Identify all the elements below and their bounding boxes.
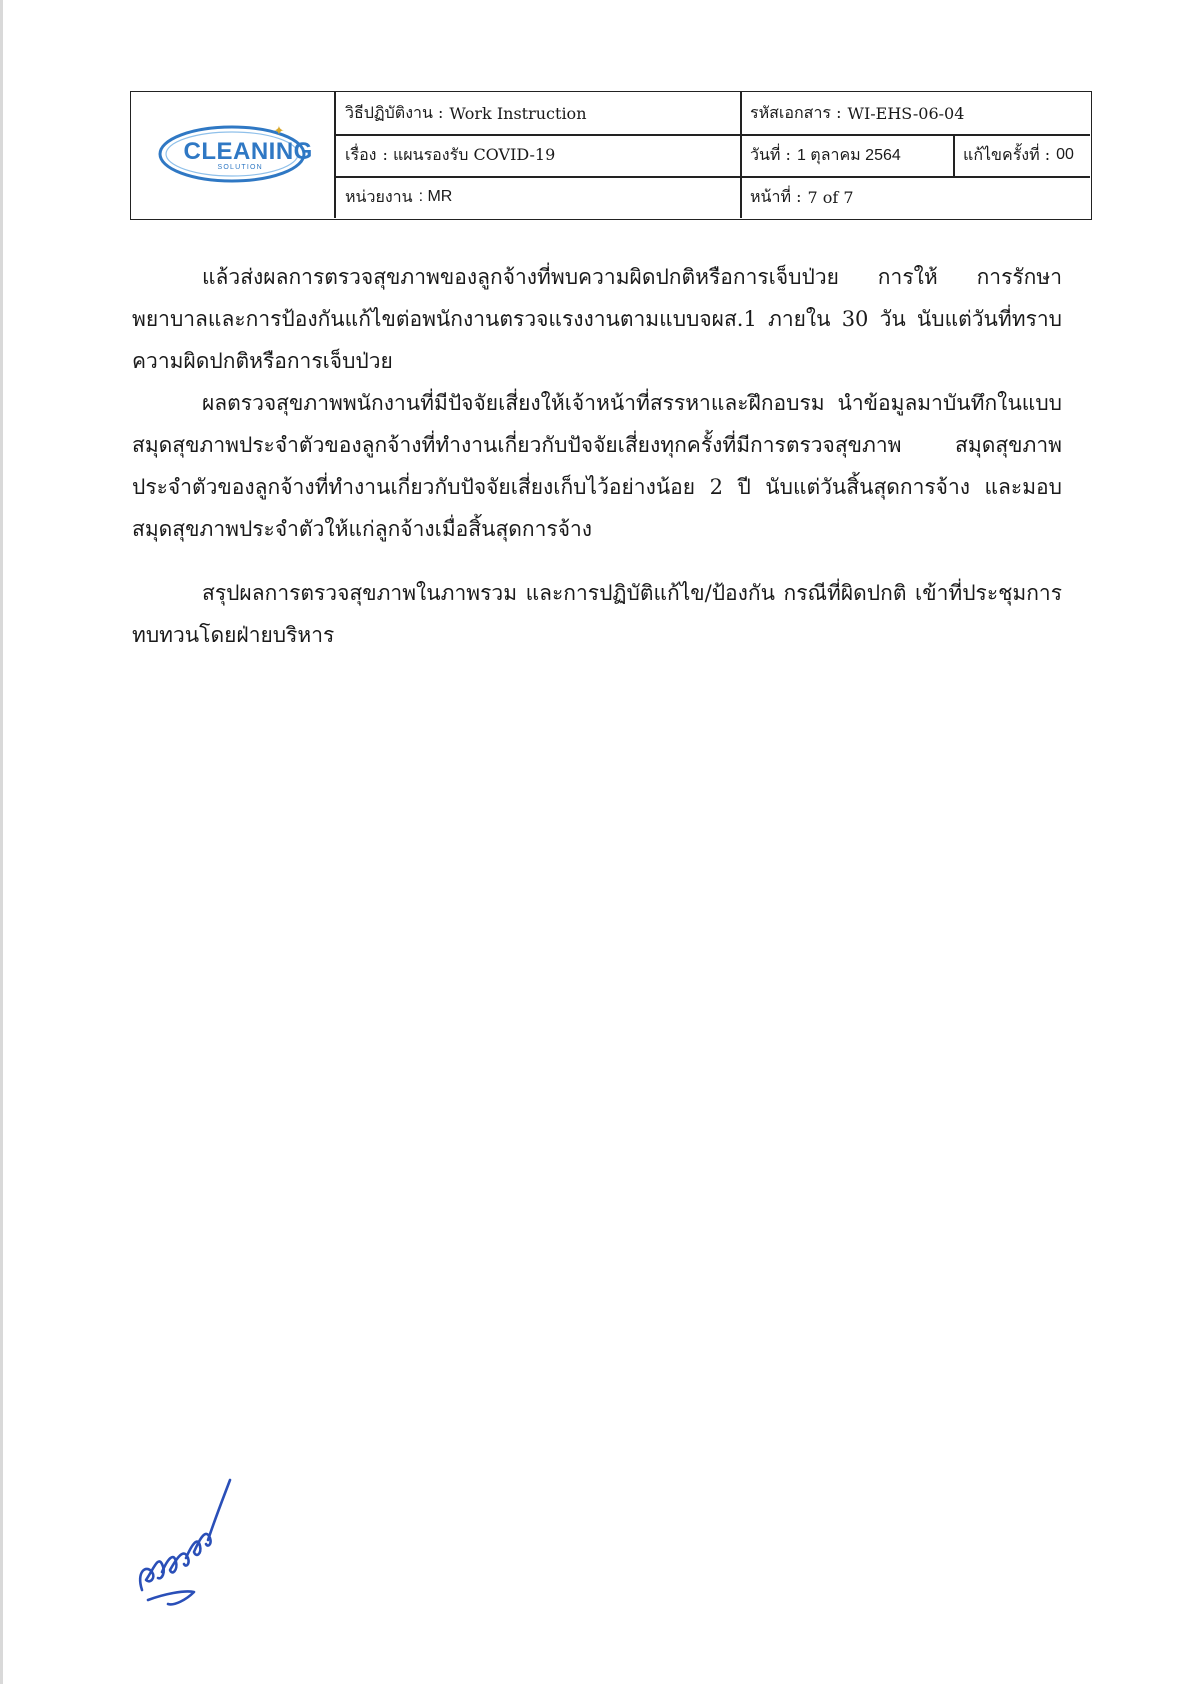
subject-value: : แผนรองรับ COVID-19 — [382, 144, 556, 164]
revision-label: แก้ไขครั้งที่ : — [963, 144, 1051, 164]
doc-code-label: รหัสเอกสาร : — [750, 102, 842, 122]
paragraph-health-record-book: ผลตรวจสุขภาพพนักงานที่มีปัจจัยเสี่ยงให้เจ้าหน้าที่สรรหาและฝึกอบรม นำข้อมูลมาบันทึกในแบบสมุดสุขภาพประจำตัวของลูกจ้างที่ทำงานเกี่ยวกับปัจจัยเสี่ยงทุกครั้งที่มีการตรวจสุขภาพ สมุดสุขภาพประจำตัวของลูกจ้างที่ทำงานเกี่ยวกับปัจจัยเสี่ยงเก็บไว้อย่างน้อย 2 ปี นับแต่วันสิ้นสุดการจ้าง และมอบสมุดสุขภาพประจำตัวให้แก่ลูกจ้างเมื่อสิ้นสุดการจ้าง — [132, 391, 1062, 541]
doc-code-cell — [750, 92, 1090, 134]
logo-subtext: SOLUTION — [217, 164, 263, 171]
page-number-label: หน้าที่ : — [750, 186, 802, 206]
company-logo — [158, 124, 313, 186]
divider — [740, 92, 742, 218]
sparkle-icon: ✦ — [273, 124, 285, 139]
department-cell — [345, 176, 740, 218]
revision-cell — [963, 134, 1090, 176]
revision-value: 00 — [1056, 146, 1074, 163]
logo-text: CLEANING — [183, 138, 313, 165]
doc-code-value: WI-EHS-06-04 — [847, 103, 965, 123]
date-cell — [750, 134, 953, 176]
paragraph-health-report: แล้วส่งผลการตรวจสุขภาพของลูกจ้างที่พบความผิดปกติหรือการเจ็บป่วย การให้ การรักษาพยาบาลและการป้องกันแก้ไขต่อพนักงานตรวจแรงงานตามแบบจผส.1 ภายใน 30 วัน นับแต่วันที่ทราบความผิดปกติหรือการเจ็บป่วย — [132, 265, 1062, 373]
logo-cell — [131, 92, 334, 218]
subject-cell — [345, 134, 740, 176]
document-body — [132, 572, 1062, 656]
document-body — [132, 256, 1062, 382]
document-body — [132, 382, 1062, 550]
divider — [953, 134, 955, 176]
page-number-cell — [750, 176, 1090, 218]
work-instruction-label: วิธีปฏิบัติงาน : — [345, 102, 444, 122]
page-edge — [0, 0, 3, 1684]
work-instruction-cell — [345, 92, 740, 134]
paragraph-summary-review: สรุปผลการตรวจสุขภาพในภาพรวม และการปฏิบัติแก้ไข/ป้องกัน กรณีที่ผิดปกติ เข้าที่ประชุมการทบทวนโดยฝ่ายบริหาร — [132, 581, 1062, 647]
handwritten-signature — [128, 1472, 238, 1612]
department-value: : MR — [418, 188, 453, 205]
date-label: วันที่ : — [750, 144, 791, 164]
page-number-value: 7 of 7 — [807, 187, 854, 207]
work-instruction-value: Work Instruction — [449, 103, 587, 123]
subject-label: เรื่อง — [345, 144, 377, 164]
document-header-table — [130, 91, 1092, 220]
divider — [334, 92, 336, 218]
department-label: หน่วยงาน — [345, 186, 413, 206]
date-value: 1 ตุลาคม 2564 — [796, 146, 901, 164]
